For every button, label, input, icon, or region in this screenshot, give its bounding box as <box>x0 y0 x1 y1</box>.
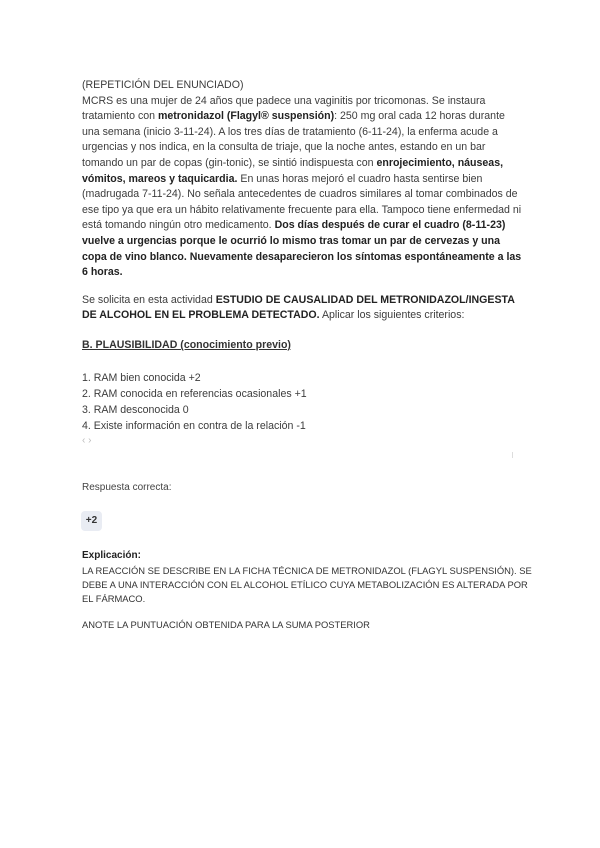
option-2: 2. RAM conocida en referencias ocasionales +1 <box>82 387 307 400</box>
explanation-block <box>82 549 532 632</box>
explanation-text: LA REACCIÓN SE DESCRIBE EN LA FICHA TÉCNICA DE METRONIDAZOL (FLAGYL SUSPENSIÓN). SE DEBE A UNA INTERACCIÓN CON EL ALCOHOL ETÍLICO CUYA METABOLIZACIÓN ES ALTERADA POR EL FÁRMACO. <box>82 565 532 604</box>
activity-request <box>82 293 522 324</box>
explanation-title: Explicación: <box>82 550 141 561</box>
scrollbar-mark <box>512 452 513 458</box>
text-run: ESTUDIO DE CAUSALIDAD DEL METRONIDAZOL/INGESTA DE ALCOHOL EN EL PROBLEMA DETECTADO. <box>82 293 515 322</box>
text-run: : 250 mg oral cada 12 horas durante una semana (inicio 3-11-24). A los tres días de tratamiento (6-11-24), la enferma acude a urgencias y nos indica, en la consulta de triaje, que la noche antes, estando en un bar tomando un par de copas (gin-tonic), se sintió indispuesta con <box>82 110 505 169</box>
scroll-hint-icon: ‹ › <box>82 434 92 446</box>
option-3: 3. RAM desconocida 0 <box>82 403 189 416</box>
case-description <box>82 94 522 281</box>
criterion-title: B. PLAUSIBILIDAD (conocimiento previo) <box>82 338 291 351</box>
text-run: Dos días después de curar el cuadro (8-11-23) vuelve a urgencias porque le ocurrió lo mismo tras tomar un par de cervezas y una copa de vino blanco. Nuevamente desaparecieron los síntomas espontáneamente a las 6 horas. <box>82 219 522 279</box>
correct-answer-badge: +2 <box>81 511 102 531</box>
option-4: 4. Existe información en contra de la relación -1 <box>82 419 306 432</box>
text-run: metronidazol (Flagyl® suspensión) <box>157 110 335 123</box>
text-run: Se solicita en esta actividad <box>82 293 216 306</box>
question-header: (REPETICIÓN DEL ENUNCIADO) <box>82 79 244 91</box>
question-block <box>82 78 522 446</box>
criterion-options <box>82 370 522 434</box>
text-run: MCRS es una mujer de 24 años que padece una vaginitis por tricomonas. Se instaura tratamiento con <box>82 94 486 123</box>
text-run: enrojecimiento, náuseas, vómitos, mareos y taquicardia. <box>82 156 504 185</box>
explanation-note: ANOTE LA PUNTUACIÓN OBTENIDA PARA LA SUMA POSTERIOR <box>82 619 370 630</box>
text-run: En unas horas mejoró el cuadro hasta sentirse bien (madrugada 7-11-24). No señala antecedentes de cuadros similares al tomar combinados de ese tipo ya que era un hábito relativamente frecuente para ella. Tampoco tiene enfermedad ni está tomando ningún otro medicamento. <box>82 172 522 232</box>
text-run: Aplicar los siguientes criterios: <box>319 309 465 322</box>
option-1: 1. RAM bien conocida +2 <box>82 371 201 384</box>
correct-answer-label: Respuesta correcta: <box>82 482 172 493</box>
fade-edge <box>82 450 522 460</box>
